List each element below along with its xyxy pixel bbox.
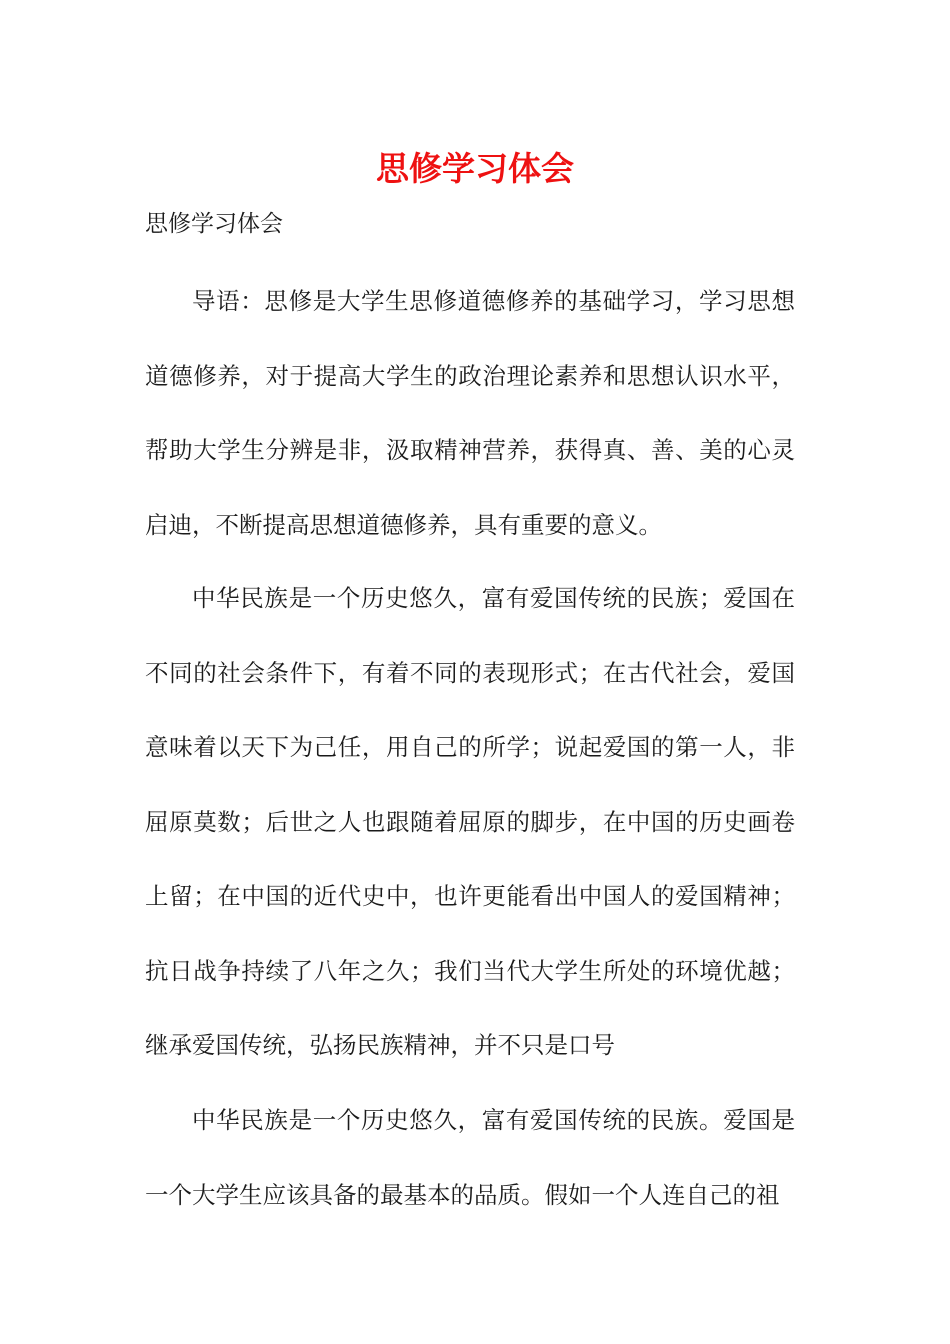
paragraph-student-quality: 中华民族是一个历史悠久，富有爱国传统的民族。爱国是一个大学生应该具备的最基本的品质。假如一个人连自己的祖 xyxy=(145,1106,795,1209)
document-title: 思修学习体会 xyxy=(376,149,574,188)
paragraph-intro: 导语：思修是大学生思修道德修养的基础学习，学习思想道德修养，对于提高大学生的政治理论素养和思想认识水平，帮助大学生分辨是非，汲取精神营养，获得真、善、美的心灵启迪，不断提高思想道德修养，具有重要的意义。 xyxy=(145,287,795,539)
paragraph-patriotism: 中华民族是一个历史悠久，富有爱国传统的民族；爱国在不同的社会条件下，有着不同的表现形式；在古代社会，爱国意味着以天下为己任，用自己的所学；说起爱国的第一人，非屈原莫数；后世之人也跟随着屈原的脚步，在中国的历史画卷上留；在中国的近代史中，也许更能看出中国人的爱国精神；抗日战争持续了八年之久；我们当代大学生所处的环境优越；继承爱国传统，弘扬民族精神，并不只是口号 xyxy=(145,584,795,1059)
document-subtitle: 思修学习体会 xyxy=(145,211,283,237)
